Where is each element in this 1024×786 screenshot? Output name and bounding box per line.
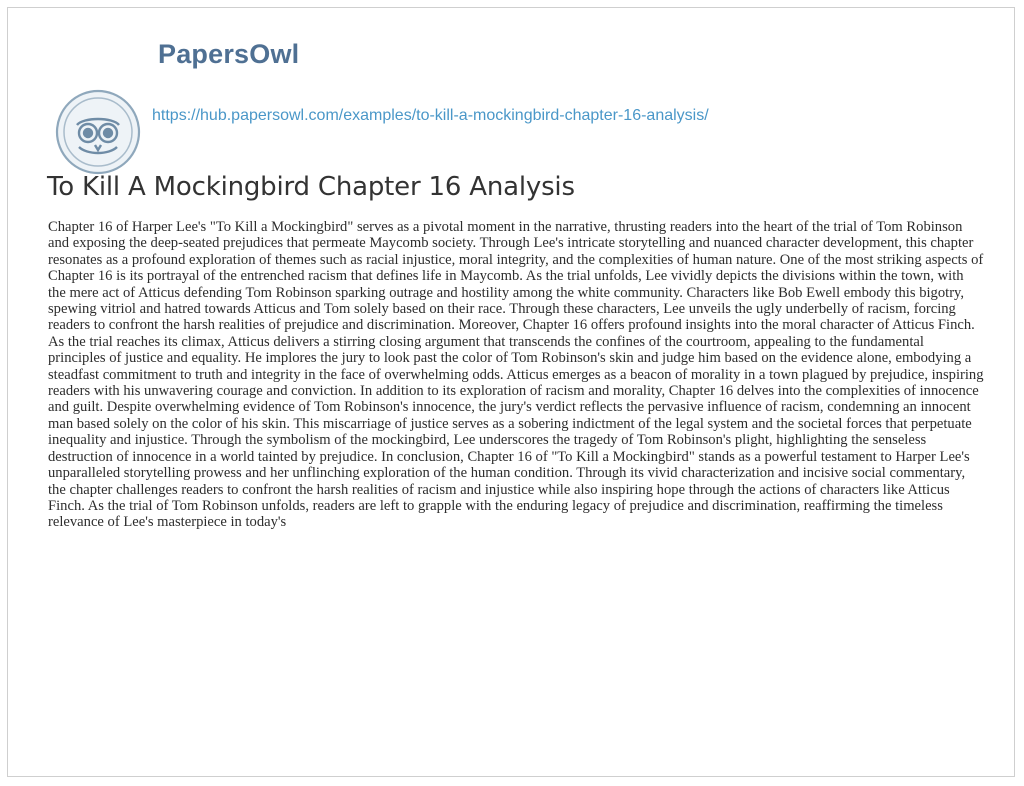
- document-page: [7, 7, 1015, 777]
- owl-logo-icon: [55, 89, 141, 175]
- source-url-link[interactable]: https://hub.papersowl.com/examples/to-kill-a-mockingbird-chapter-16-analysis/: [152, 107, 709, 124]
- brand-block: [158, 38, 299, 70]
- brand-name[interactable]: PapersOwl: [158, 39, 300, 69]
- essay-body-text: Chapter 16 of Harper Lee's "To Kill a Mockingbird" serves as a pivotal moment in the narrative, thrusting readers into the heart of the trial of Tom Robinson and exposing the deep-seated prejudices that permeate Maycomb society. Through Lee's intricate storytelling and nuanced character development, this chapter resonates as a profound exploration of themes such as racial injustice, moral integrity, and the complexities of human nature. One of the most striking aspects of Chapter 16 is its portrayal of the entrenched racism that defines life in Maycomb. As the trial unfolds, Lee vividly depicts the divisions within the town, with the mere act of Atticus defending Tom Robinson sparking outrage and hostility among the white community. Characters like Bob Ewell embody this bigotry, spewing vitriol and hatred towards Atticus and Tom solely based on their race. Through these characters, Lee unveils the ugly underbelly of racism, forcing readers to confront the harsh realities of prejudice and discrimination. Moreover, Chapter 16 offers profound insights into the moral character of Atticus Finch. As the trial reaches its climax, Atticus delivers a stirring closing argument that transcends the confines of the courtroom, appealing to the fundamental principles of justice and equality. He implores the jury to look past the color of Tom Robinson's skin and judge him based on the evidence alone, embodying a steadfast commitment to truth and integrity in the face of overwhelming odds. Atticus emerges as a beacon of morality in a town plagued by prejudice, inspiring readers with his unwavering courage and conviction. In addition to its exploration of racism and morality, Chapter 16 delves into the complexities of innocence and guilt. Despite overwhelming evidence of Tom Robinson's innocence, the jury's verdict reflects the pervasive influence of racism, condemning an innocent man based solely on the color of his skin. This miscarriage of justice serves as a sobering indictment of the legal system and the societal forces that perpetuate inequality and injustice. Through the symbolism of the mockingbird, Lee underscores the tragedy of Tom Robinson's plight, highlighting the senseless destruction of innocence in a world tainted by prejudice. In conclusion, Chapter 16 of "To Kill a Mockingbird" stands as a powerful testament to Harper Lee's unparalleled storytelling prowess and her unflinching exploration of the human condition. Through its vivid characterization and incisive social commentary, the chapter challenges readers to confront the harsh realities of racism and injustice while also inspiring hope through the actions of characters like Atticus Finch. As the trial of Tom Robinson unfolds, readers are left to grapple with the enduring legacy of prejudice and discrimination, reaffirming the timeless relevance of Lee's masterpiece in today's: [48, 219, 984, 531]
- page-title: To Kill A Mockingbird Chapter 16 Analysis: [47, 172, 575, 202]
